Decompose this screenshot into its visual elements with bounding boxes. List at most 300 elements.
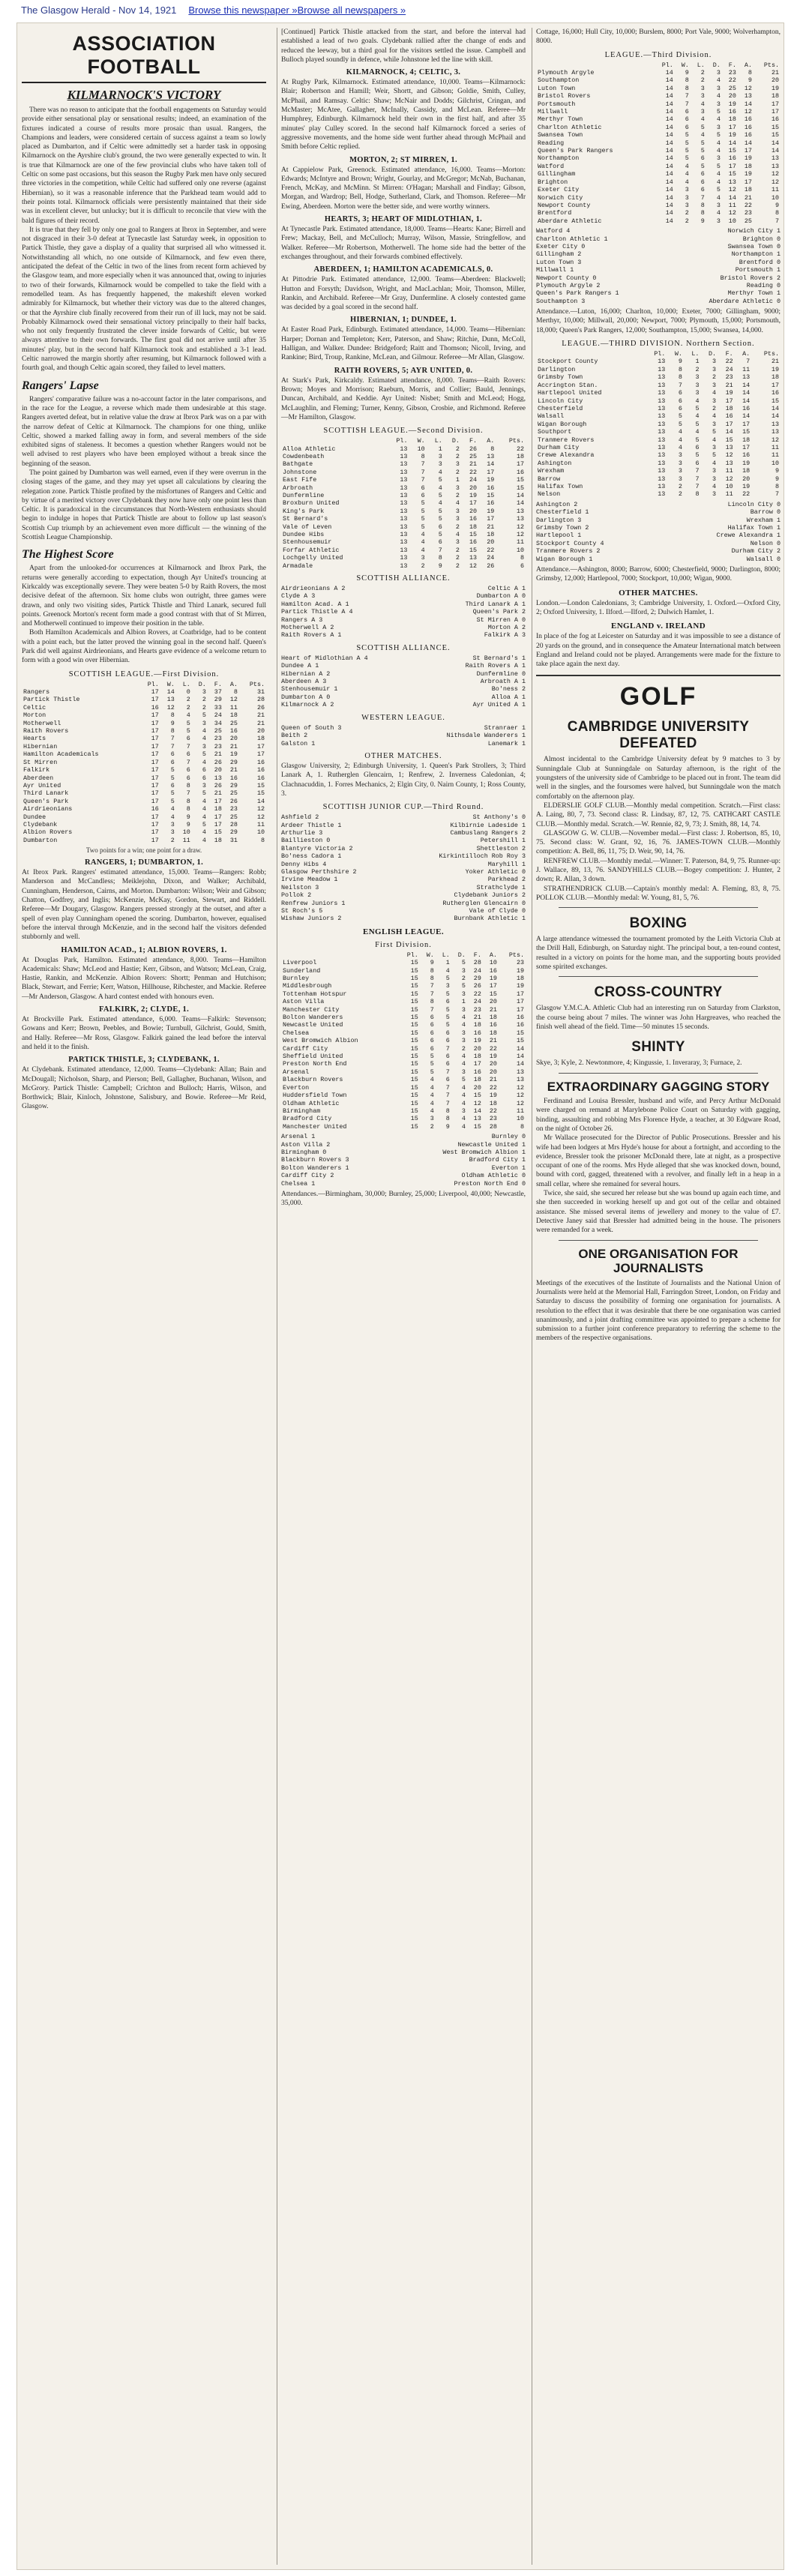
results-list [281,724,526,747]
table-cell: Cowdenbeath [283,452,325,460]
table-cell: 3 [712,358,717,366]
table-row [281,531,526,538]
away-team-score: St Anthony's 0 [472,813,526,822]
table-cell: Grimsby Town [538,373,583,382]
table-cell: 15 [771,397,779,405]
table-cell: Chesterfield [538,404,583,412]
table-cell: 14 [665,154,673,163]
table-cell: 2 [712,404,717,412]
home-team-score: Pollok 2 [281,891,312,900]
table-cell: 2 [678,490,682,499]
table-cell: 12 [725,475,733,483]
table-cell: Everton [283,1083,310,1092]
result-row [281,1156,526,1164]
table-cell: 15 [516,484,524,492]
other-matches-text: London.—London Caledonians, 3; Cambridge University, 1. Oxford.—Oxford City, 2; Oxford University, 1. Ilford.—Ilford, 2; Dulwich Hamlet, 1. [536,598,781,616]
table-cell: 14 [665,108,673,116]
table-cell: 25 [469,452,478,460]
table-cell: Oldham Athletic [283,1099,340,1107]
match-report: At Douglas Park, Hamilton. Estimated attendance, 8,000. Teams—Hamilton Academicals: Shaw; McLeod and Hastie; Kerr, Gibson, and Watson; McLean, Craig, Hastie, Rankin, and McKenzie. Albion Rovers: Shortt; Penman and Hutchison; Black, Stewart, and Ferrie; Kerr, Watson, Hillhouse, Ribchester, and Mackie. Referee—Mr Anderson, Glasgow. A hard contest ended with honours even. [22,955,266,1001]
table-cell: 2 [455,468,460,476]
table-cell: 4 [455,499,460,508]
table-cell: 14 [665,147,673,155]
home-team-score: Hamilton Acad. A 1 [281,600,349,608]
table-cell: 22 [725,358,733,366]
table-cell: 15 [742,428,751,436]
table-cell: Millwall [538,108,568,116]
table-row [536,467,781,475]
table-cell: 22 [469,468,478,476]
table-cell: 13 [400,491,408,499]
table-cell: 22 [489,1107,497,1115]
table-cell: 26 [229,797,238,805]
table-row [536,108,781,115]
boxing-body: A large attendance witnessed the tournament promoted by the Leith Victoria Club at the Drill Hall, Edinburgh, on Saturday night. The principal bout, a ten-round contest, resulted in a victory on points for the home man, and the supporting bouts provided some spirited exchanges. [536,935,781,972]
table-row [536,397,781,405]
table-cell: 14 [665,84,673,92]
table-cell: Huddersfield Town [283,1092,347,1100]
result-row [281,678,526,685]
column-header: Pl. [654,350,666,358]
table-cell: Johnstone [283,468,317,476]
column-header [536,350,644,358]
table-cell: 11 [728,201,736,209]
table-header-row [281,437,526,445]
table-cell: 7 [700,193,705,202]
table-cell: 6 [695,443,700,451]
table-cell: Queen's Park [23,797,69,805]
table-cell: 5 [695,436,700,444]
table-cell: 4 [716,178,721,186]
result-row [281,822,526,829]
table-row [536,147,781,154]
table-cell: 23 [728,69,736,76]
table-cell: 19 [725,389,733,397]
table-cell: St Bernard's [283,515,328,523]
table-cell: 5 [678,412,682,421]
table-cell: 3 [445,982,450,990]
table-cell: 3 [695,389,700,397]
table-cell: 29 [214,696,222,704]
table-cell: 15 [516,1029,524,1037]
table-cell: Armadale [283,562,313,570]
table-cell: 6 [678,397,682,405]
table-cell: 14 [665,100,673,108]
table-cell: 11 [725,467,733,475]
browse-all-link[interactable]: Browse all newspapers » [297,4,406,16]
table-cell: 13 [516,1076,524,1084]
table-cell: 4 [421,530,425,538]
home-team-score: Partick Thistle A 4 [281,608,353,616]
table-cell: 17 [725,397,733,405]
table-cell: 14 [665,131,673,139]
table-cell: 6 [170,758,175,766]
table-cell: 9 [685,69,689,76]
table-cell: 16 [487,484,495,492]
table-cell: 5 [430,1060,434,1068]
table-cell: 5 [445,990,450,998]
table-cell: 17 [489,982,497,990]
table-cell: 13 [516,515,524,523]
table-cell: 17 [469,499,478,508]
away-team-score: Swansea Town 0 [727,242,781,250]
home-team-score: Birmingham 0 [281,1148,327,1156]
table-cell: 16 [771,389,779,397]
home-team-score: Bo'ness Cadora 1 [281,852,342,861]
table-cell: 17 [516,1005,524,1014]
table-cell: 19 [469,491,478,499]
table-cell: 24 [473,966,481,975]
away-team-score: Merthyr Town 1 [727,289,781,298]
table-cell: 7 [430,1005,434,1014]
table-cell: 13 [728,178,736,186]
table-caption: SCOTTISH LEAGUE.—Second Division. [323,427,484,436]
table-cell: 21 [229,742,238,750]
table-cell: 19 [487,476,495,484]
home-team-score: Heart of Midlothian A 4 [281,654,368,662]
table-cell: 21 [771,69,779,76]
table-cell: Charlton Athletic [538,123,602,131]
table-cell: Albion Rovers [23,828,73,837]
table-cell: 2 [455,554,460,562]
table-cell: 6 [678,389,682,397]
table-cell: 20 [489,998,497,1006]
table-cell: 8 [186,781,190,789]
table-cell: 4 [461,1092,466,1100]
table-cell: 14 [516,499,524,508]
table-cell: 14 [665,178,673,186]
table-cell: 2 [202,703,206,711]
result-row [281,624,526,631]
table-cell: 11 [516,1107,524,1115]
table-cell: 13 [771,162,779,170]
table-cell: 13 [516,507,524,515]
other-matches-caption: OTHER MATCHES. [619,588,698,598]
table-row [22,727,266,735]
column-header: A. [489,951,497,959]
table-cell: 4 [678,436,682,444]
table-cell: 5 [170,766,175,774]
table-cell: Gillingham [538,170,576,178]
table-cell: 17 [771,108,779,116]
table-row [281,1123,526,1131]
table-row [281,523,526,531]
table-cell: 4 [170,813,175,821]
home-team-score: Denny Hibs 4 [281,860,327,868]
result-row [281,1164,526,1172]
table-cell: 15 [410,1122,418,1131]
table-cell: 4 [202,735,206,743]
table-cell: 6 [520,562,524,570]
table-cell: Watford [538,162,565,170]
result-row [281,662,526,669]
table-cell: Sheffield United [283,1053,343,1061]
away-team-score: Aberdare Athletic 0 [709,297,781,305]
table-cell: 7 [430,982,434,990]
table-cell: 4 [202,797,206,805]
result-row [536,524,781,532]
table-row [536,444,781,451]
table-cell: 14 [771,147,779,155]
results-list [536,501,781,563]
table-cell: 8 [685,76,689,85]
table-cell: 17 [728,123,736,131]
table-cell: 18 [214,805,222,813]
table-row [22,750,266,758]
table-cell: 4 [695,397,700,405]
table-cell: 21 [744,193,752,202]
table-cell: 4 [430,1076,434,1084]
table-cell: 16 [256,766,265,774]
home-team-score: Arsenal 1 [281,1133,316,1141]
continued-report: [Continued] Partick Thistle attacked from the start, and before the interval had established a lead of two goals. Clydebank rallied after the change of ends and reduced the leeway, but a third goal for the visitors settled the issue. Campbell and Bulloch played soundly in defence, while Johnstone led the line with skill. [281,28,526,64]
table-cell: Merthyr Town [538,115,583,124]
table-cell: 15 [410,1107,418,1115]
table-cell: 8 [260,836,265,844]
table-cell: 6 [430,1014,434,1022]
table-cell: 5 [461,982,466,990]
table-cell: 6 [186,735,190,743]
result-row [536,266,781,274]
table-cell: 17 [744,147,752,155]
table-cell: 4 [712,436,717,444]
table-cell: Manchester City [283,1005,340,1014]
table-cell: 21 [214,789,222,798]
table-cell: 6 [700,186,705,194]
table-cell: 16 [151,805,159,813]
column-header: F. [728,61,736,69]
table-cell: 13 [658,451,666,460]
table-cell: 17 [151,820,159,828]
table-cell: Raith Rovers [23,727,69,735]
table-cell: 4 [461,1014,466,1022]
result-row [536,274,781,282]
away-team-score: Rutherglen Glencairn 0 [442,899,526,907]
table-cell: 14 [665,139,673,147]
table-cell: 6 [445,1053,450,1061]
table-cell: 6 [445,998,450,1006]
table-cell: 18 [516,975,524,982]
table-cell: Bristol Rovers [538,92,591,100]
table-cell: 7 [170,742,175,750]
table-cell: 3 [421,554,425,562]
away-team-score: Kirkintilloch Rob Roy 3 [439,852,526,861]
table-cell: 2 [455,445,460,453]
table-cell: 7 [421,468,425,476]
table-row [536,170,781,178]
table-cell: 29 [473,975,481,982]
match-title: PARTICK THISTLE, 3; CLYDEBANK, 1. [68,1056,220,1065]
table-cell: 6 [700,178,705,186]
table-row [536,490,781,498]
table-cell: 18 [489,1099,497,1107]
table-row [281,492,526,499]
table-cell: 13 [658,428,666,436]
table-cell: Dundee [23,813,46,821]
away-team-score: Wrexham 1 [746,516,781,524]
table-cell: 13 [400,538,408,547]
table-cell: 4 [430,1107,434,1115]
paragraph: Twice, she said, she secured her release but she was bound up again each time, and she then succeeded in working herself up and got out of the cellar and obtained assistance. She missed several items of jewellery and money to the value of £7. Detective Janey said that Bressler had admitted being in the house. The prisoners were remanded for a week. [536,1189,781,1235]
table-cell: 8 [445,1115,450,1123]
table-cell: Liverpool [283,959,317,967]
table-row [281,453,526,460]
table-cell: 2 [455,452,460,460]
table-cell: 3 [461,1037,466,1045]
home-team-score: Dumbarton A 0 [281,693,331,701]
section-header-football: ASSOCIATION FOOTBALL [22,28,266,83]
table-cell: 19 [742,459,751,467]
table-cell: 13 [771,154,779,163]
table-cell: 8 [695,490,700,499]
table-cell: Arsenal [283,1068,310,1076]
result-row [281,845,526,852]
headline-kilmarnock: KILMARNOCK'S VICTORY [67,88,221,102]
table-cell: 13 [400,468,408,476]
table-cell: 17 [742,443,751,451]
table-cell: 8 [430,975,434,982]
result-row [536,282,781,289]
table-cell: 14 [665,69,673,76]
browse-paper-link[interactable]: Browse this newspaper » [188,4,298,16]
table-cell: 14 [742,381,751,389]
column-header: Pl. [396,437,408,445]
table-cell: 16 [473,1029,481,1037]
table-cell: 7 [685,100,689,108]
table-cell: 6 [430,1029,434,1037]
table-cell: 17 [487,468,495,476]
table-row [22,688,266,696]
home-team-score: Bolton Wanderers 1 [281,1164,349,1172]
table-cell: Manchester United [283,1122,347,1131]
table-cell: 4 [700,100,705,108]
table-cell: Wrexham [538,467,565,475]
column-header: F. [469,437,478,445]
table-cell: 9 [700,217,705,225]
table-cell: 4 [186,711,190,720]
home-team-score: Motherwell A 2 [281,624,334,632]
home-team-score: Millwall 1 [536,266,574,274]
table-cell: 5 [438,530,442,538]
table-cell: 3 [461,1068,466,1076]
result-row [281,1141,526,1149]
table-row [281,967,526,975]
table-cell: 14 [742,412,751,421]
away-team-score: Nithsdale Wanderers 1 [446,732,526,740]
table-cell: 16 [489,1021,497,1029]
table-cell: 21 [229,766,238,774]
table-cell: 7 [775,490,779,499]
table-cell: 17 [771,381,779,389]
column-header: Pl. [406,951,418,959]
table-cell: 15 [410,975,418,982]
table-cell: 17 [151,735,159,743]
table-cell: 24 [469,476,478,484]
table-cell: 13 [658,389,666,397]
table-cell: 3 [695,381,700,389]
table-cell: Portsmouth [538,100,576,108]
subhead-highest-score: The Highest Score [22,548,114,562]
table-cell: 3 [455,507,460,515]
table-cell: 17 [151,828,159,837]
table-row [281,1053,526,1060]
table-cell: 20 [489,1060,497,1068]
table-cell: 5 [461,1076,466,1084]
table-cell: 15 [487,491,495,499]
column-header: W. [681,61,689,69]
table-row [536,100,781,108]
table-cell: 4 [438,484,442,492]
table-cell: 4 [700,115,705,124]
table-cell: 20 [469,507,478,515]
match-report: At Cappielow Park, Greenock. Estimated attendance, 16,000. Teams—Morton: Edwards; McIntyre and Brown; Wright, Gourlay, and McGregor; McNab, Buchanan, French, McKay, and McMinn. St Mirren: O'Hagan; Marshall and Findlay; Gibson, Morgan, and Wardrop; Bell, Hodge, Sutherland, Clark, and Thomson. Referee—Mr Ewing, Aberdeen. Morton were the better side, and were worthy winners. [281,165,526,211]
table-cell: 5 [700,162,705,170]
table-cell: 1 [455,476,460,484]
table-cell: 5 [186,727,190,735]
table-cell: 10 [725,482,733,490]
table-cell: 12 [516,1092,524,1100]
table-cell: 8 [685,84,689,92]
table-cell: 13 [771,420,779,428]
home-team-score: Stenhousemuir 1 [281,685,338,693]
results-caption: WESTERN LEAGUE. [361,713,445,722]
table-cell: 5 [700,139,705,147]
table-cell: Hamilton Academicals [23,750,99,759]
table-cell: Dunfermline [283,491,325,499]
away-team-score: Lanemark 1 [487,739,526,747]
table-cell: 14 [728,193,736,202]
table-cell: 17 [256,742,265,750]
table-cell: 20 [469,484,478,492]
home-team-score: Blantyre Victoria 2 [281,844,353,852]
table-row [22,805,266,813]
table-cell: 13 [658,397,666,405]
home-team-score: Aberdeen A 3 [281,678,327,686]
table-cell: 4 [716,76,721,85]
table-cell: 25 [728,84,736,92]
table-cell: 21 [256,711,265,720]
home-team-score: Wishaw Juniors 2 [281,915,342,923]
table-cell: Stenhousemuir [283,538,332,547]
table-cell: 14 [771,412,779,421]
column-header: D. [708,350,717,358]
match-report: At Stark's Park, Kirkcaldy. Estimated attendance, 8,000. Teams—Raith Rovers: Brown; Moyes and Morrison; Raeburn, Morris, and Collier; Bauld, Jennings, Duncan, Archibald, and Keddie. Ayr United: Nisbet; Smith and McLeod; Hogg, McLaughlin, and Fleming; Turner, Kenny, Gibson, Crosbie, and Richmond. Referee—Mr Hamilton, Glasgow. [281,376,526,421]
away-team-score: Walsall 0 [746,555,781,563]
match-title: FALKIRK, 2; CLYDE, 1. [98,1005,190,1014]
table-cell: 33 [214,703,222,711]
table-cell: 13 [400,554,408,562]
table-cell: 3 [438,460,442,469]
table-cell: 16 [229,774,238,782]
column-header: L. [697,61,705,69]
home-team-score: Kilmarnock A 2 [281,701,334,709]
away-team-score: Bradford City 1 [469,1156,526,1164]
table-cell: 15 [410,1068,418,1076]
table-cell: 18 [489,1029,497,1037]
table-cell: 22 [487,546,495,554]
home-team-score: St Roch's 5 [281,906,323,915]
result-row [281,701,526,708]
table-cell: 18 [473,1053,481,1061]
table-cell: 17 [516,998,524,1006]
table-cell: 16 [256,758,265,766]
table-row [536,373,781,381]
table-cell: Dumbarton [23,836,58,844]
column-header: Pl. [147,680,159,688]
column-header: F. [725,350,733,358]
attendance-note: Attendances.—Birmingham, 30,000; Burnley, 25,000; Liverpool, 40,000; Newcastle, 35,000. [281,1189,526,1208]
table-cell: 21 [489,1076,497,1084]
